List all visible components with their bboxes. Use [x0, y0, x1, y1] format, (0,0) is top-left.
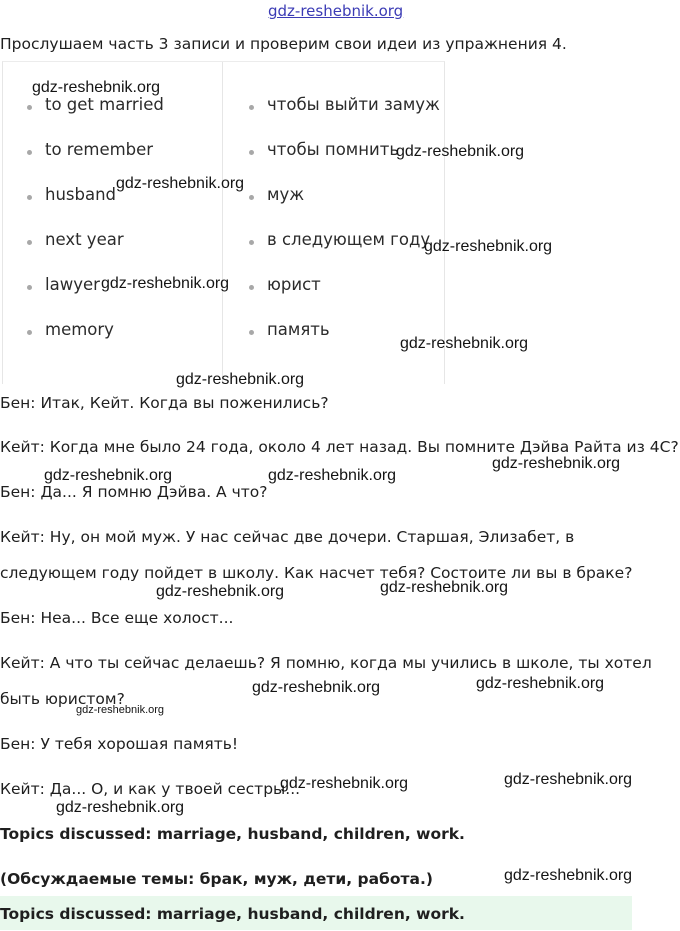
watermark: gdz-reshebnik.org [32, 79, 161, 96]
vocabulary-table [2, 61, 445, 384]
vocab-russian: память [267, 320, 330, 339]
dialogue-line: Бен: Неа... Все еще холост... [0, 609, 234, 627]
bullet-icon [249, 240, 254, 245]
watermark: gdz-reshebnik.org [252, 679, 381, 696]
dialogue-line: Бен: Итак, Кейт. Когда вы поженились? [0, 394, 329, 412]
vocab-russian: юрист [267, 275, 321, 294]
dialogue-line: Кейт: Да... О, и как у твоей сестры... [0, 780, 301, 798]
vocab-english: husband [45, 185, 117, 204]
bullet-icon [249, 105, 254, 110]
vocab-russian: в следующем году [267, 230, 431, 249]
vocab-row [3, 95, 444, 119]
dialogue-line: Кейт: Когда мне было 24 года, около 4 лет назад. Вы помните Дэйва Райта из 4C? [0, 438, 679, 456]
vocab-row [3, 320, 444, 344]
vocab-russian: чтобы помнить [267, 140, 400, 159]
dialogue-line: быть юристом? [0, 690, 125, 708]
topics-english: Topics discussed: marriage, husband, children, work. [0, 825, 465, 843]
exercise-intro: Прослушаем часть 3 записи и проверим свои идеи из упражнения 4. [0, 35, 567, 53]
bullet-icon [27, 330, 32, 335]
bullet-icon [27, 195, 32, 200]
watermark: gdz-reshebnik.org [380, 579, 509, 596]
bullet-icon [249, 195, 254, 200]
watermark: gdz-reshebnik.org [44, 467, 173, 484]
topics-russian: (Обсуждаемые темы: брак, муж, дети, работа.) [0, 870, 433, 888]
watermark: gdz-reshebnik.org [76, 704, 165, 716]
watermark: gdz-reshebnik.org [492, 455, 621, 472]
watermark: gdz-reshebnik.org [116, 175, 245, 192]
watermark: gdz-reshebnik.org [476, 675, 605, 692]
watermark: gdz-reshebnik.org [56, 799, 185, 816]
watermark: gdz-reshebnik.org [156, 583, 285, 600]
watermark: gdz-reshebnik.org [176, 371, 305, 388]
bullet-icon [27, 285, 32, 290]
watermark: gdz-reshebnik.org [504, 771, 633, 788]
answer-text: Topics discussed: marriage, husband, children, work. [0, 905, 465, 923]
dialogue-line: следующем году пойдет в школу. Как насчет тебя? Состоите ли вы в браке? [0, 564, 633, 582]
header-watermark-link[interactable]: gdz-reshebnik.org [268, 2, 404, 20]
vocab-row [3, 140, 444, 164]
dialogue-line: Кейт: Ну, он мой муж. У нас сейчас две дочери. Старшая, Элизабет, в [0, 528, 575, 546]
vocab-russian: муж [267, 185, 305, 204]
bullet-icon [27, 150, 32, 155]
dialogue-line: Бен: У тебя хорошая память! [0, 735, 239, 753]
watermark: gdz-reshebnik.org [504, 867, 633, 884]
vocab-row [3, 230, 444, 254]
watermark: gdz-reshebnik.org [396, 143, 525, 160]
vocab-english: to remember [45, 140, 154, 159]
bullet-icon [249, 285, 254, 290]
watermark: gdz-reshebnik.org [424, 238, 553, 255]
bullet-icon [249, 330, 254, 335]
watermark: gdz-reshebnik.org [280, 775, 409, 792]
watermark: gdz-reshebnik.org [101, 275, 230, 292]
watermark: gdz-reshebnik.org [400, 335, 529, 352]
watermark: gdz-reshebnik.org [268, 467, 397, 484]
bullet-icon [27, 240, 32, 245]
vocab-english: next year [45, 230, 124, 249]
vocab-russian: чтобы выйти замуж [267, 95, 440, 114]
dialogue-line: Кейт: А что ты сейчас делаешь? Я помню, когда мы учились в школе, ты хотел [0, 654, 652, 672]
bullet-icon [249, 150, 254, 155]
bullet-icon [27, 105, 32, 110]
vocab-english: memory [45, 320, 114, 339]
vocab-english: lawyer [45, 275, 100, 294]
vocab-english: to get married [45, 95, 164, 114]
dialogue-line: Бен: Да... Я помню Дэйва. А что? [0, 483, 268, 501]
